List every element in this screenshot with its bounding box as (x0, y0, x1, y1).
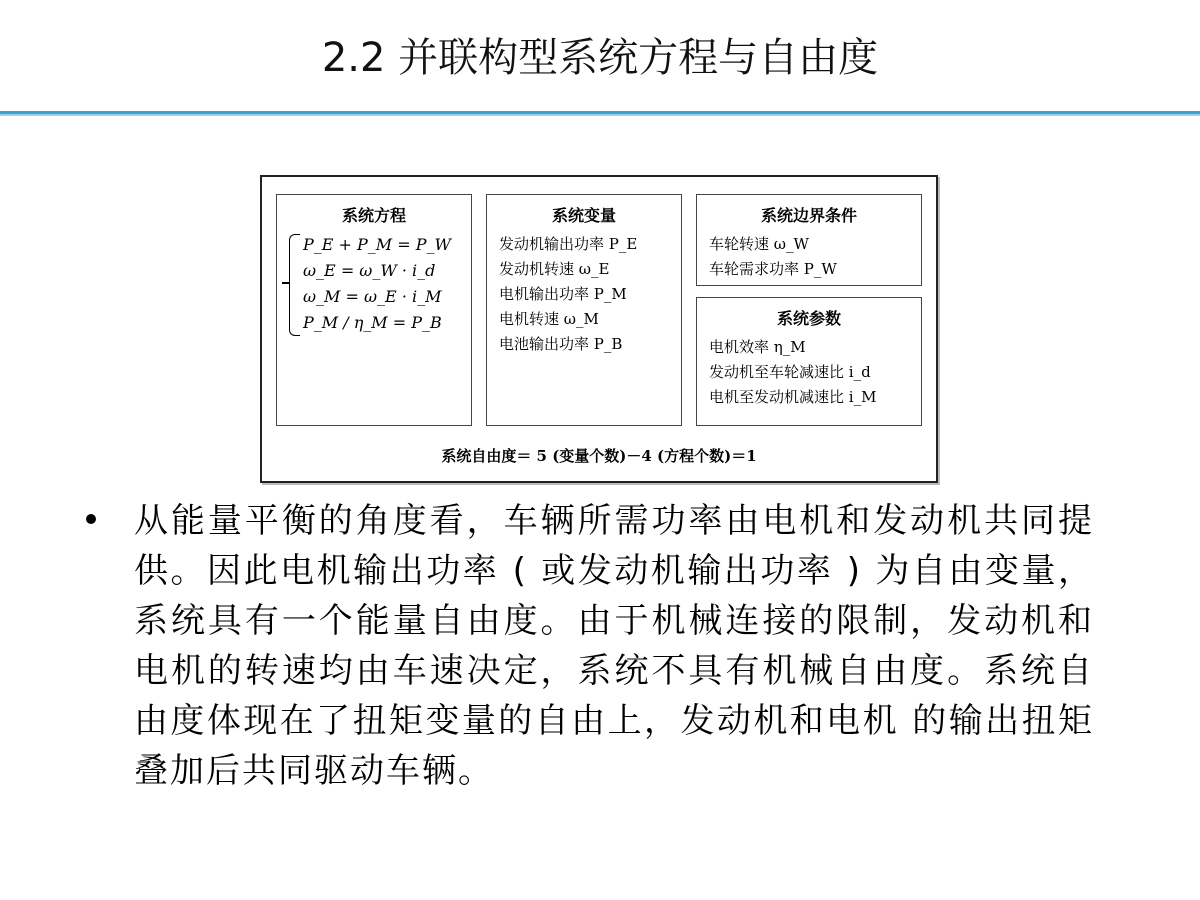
equations-box-title: 系统方程 (341, 206, 406, 225)
variable-item: 发动机输出功率 P_E (499, 235, 638, 253)
variable-item: 电机输出功率 P_M (499, 285, 627, 303)
equation-system (277, 232, 471, 336)
brace-icon (289, 234, 300, 336)
boundary-box-title: 系统边界条件 (760, 206, 857, 225)
equations-box (276, 194, 472, 426)
variable-item: 电池输出功率 P_B (499, 335, 623, 353)
dof-summary: 系统自由度＝ 5 (变量个数)－4 (方程个数)＝1 (441, 447, 757, 465)
variables-box-title: 系统变量 (551, 206, 616, 225)
variable-item: 电机转速 ω_M (499, 310, 599, 328)
param-item: 电机效率 η_M (709, 338, 806, 356)
system-diagram (260, 175, 938, 483)
boundary-item: 车轮转速 ω_W (709, 235, 809, 253)
bullet-text: 从能量平衡的角度看，车辆所需功率由电机和发动机共同提供。因此电机输出功率 ( 或发动机输出功率 ) 为自由变量，系统具有一个能量自由度。由于机械连接的限制，发动机和电机的转速均由车速决定，系统不具有机械自由度。系统自由度体现在了扭矩变量的自由上，发动机和电机 的输出扭矩叠加后共同驱动车辆。 (134, 501, 1094, 791)
title-divider-shadow (0, 114, 1200, 116)
bullet-paragraph (86, 496, 1116, 796)
equation-2: ω_E = ω_W · i_d (303, 261, 436, 280)
boundary-item: 车轮需求功率 P_W (709, 260, 837, 278)
variable-item: 发动机转速 ω_E (499, 260, 610, 278)
slide-title: 2.2 并联构型系统方程与自由度 (321, 35, 879, 81)
bullet-icon (86, 514, 96, 524)
params-box (696, 297, 922, 426)
param-item: 电机至发动机减速比 i_M (709, 388, 877, 406)
params-box-title: 系统参数 (776, 309, 841, 328)
variables-box (486, 194, 682, 426)
equation-3: ω_M = ω_E · i_M (303, 287, 442, 306)
equation-1: P_E + P_M = P_W (303, 235, 451, 254)
boundary-box (696, 194, 922, 286)
param-item: 发动机至车轮减速比 i_d (709, 363, 871, 381)
equation-4: P_M / η_M = P_B (303, 313, 442, 332)
